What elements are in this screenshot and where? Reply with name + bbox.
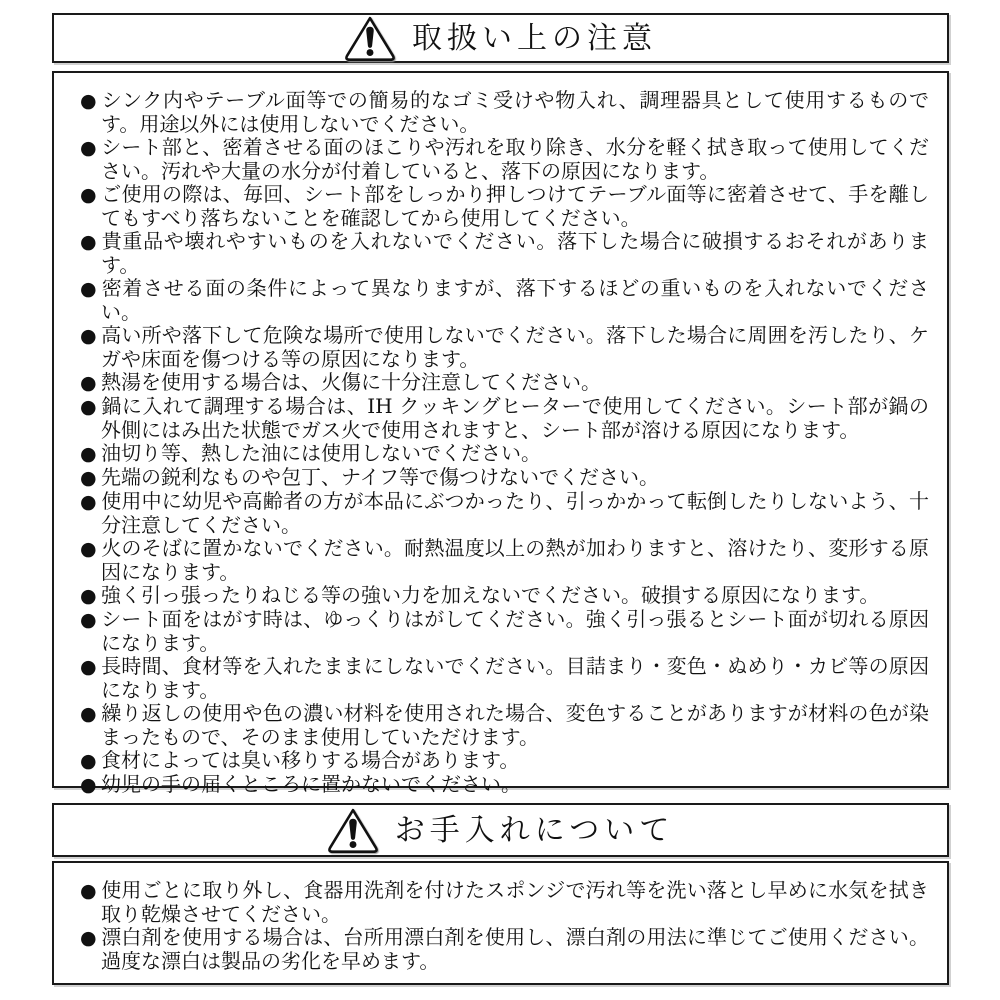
bullet-icon: ● [80,927,97,949]
list-item [80,277,929,324]
bullet-icon: ● [80,750,97,772]
bullet-icon: ● [80,656,97,678]
precaution-text: 使用中に幼児や高齢者の方が本品にぶつかったり、引っかかって転倒したりしないよう、十分注意してください。 [101,489,929,537]
bullet-icon: ● [80,137,97,159]
warning-triangle-icon [327,807,379,854]
list-item [80,537,929,584]
precaution-text: 長時間、食材等を入れたままにしないでください。目詰まり・変色・ぬめり・カビ等の原因になります。 [101,654,929,702]
precaution-text: 繰り返しの使用や色の濃い材料を使用された場合、変色することがありますが材料の色が染まったもので、そのまま使用していただけます。 [101,701,929,749]
bullet-icon: ● [80,491,97,513]
warning-triangle-icon [344,15,396,62]
precaution-text: シート部と、密着させる面のほこりや汚れを取り除き、水分を軽く拭き取って使用してください。汚れや大量の水分が付着していると、落下の原因になります。 [101,135,929,183]
list-item [80,608,929,655]
care-text: 漂白剤を使用する場合は、台所用漂白剤を使用し、漂白剤の用法に準じてご使用ください。過度な漂白は製品の劣化を早めます。 [101,925,929,973]
section-title-care: お手入れについて [394,813,675,848]
precaution-text: 高い所や落下して危険な場所で使用しないでください。落下した場合に周囲を汚したり、ケガや床面を傷つける等の原因になります。 [101,323,929,371]
care-text: 使用ごとに取り外し、食器用洗剤を付けたスポンジで汚れ等を洗い落とし早めに水気を拭き取り乾燥させてください。 [101,878,929,926]
section-header-care [52,803,949,857]
bullet-icon: ● [80,184,97,206]
precaution-text: 鍋に入れて調理する場合は、IH クッキングヒーターで使用してください。シート部が鍋の外側にはみ出た状態でガス火で使用されますと、シート部が溶ける原因になります。 [101,394,929,442]
list-item [80,183,929,230]
list-item [80,136,929,183]
precaution-text: 火のそばに置かないでください。耐熱温度以上の熱が加わりますと、溶けたり、変形する原因になります。 [101,536,929,584]
section-header-handling [52,13,949,63]
list-item [80,702,929,749]
bullet-icon: ● [80,278,97,300]
list-item [80,749,929,773]
precaution-text: 貴重品や壊れやすいものを入れないでください。落下した場合に破損するおそれがあります。 [101,229,929,277]
list-item [80,584,929,608]
precaution-text: 強く引っ張ったりねじる等の強い力を加えないでください。破損する原因になります。 [101,583,880,607]
bullet-icon: ● [80,231,97,253]
list-item [80,442,929,466]
list-item [80,466,929,490]
bullet-icon: ● [80,372,97,394]
bullet-icon: ● [80,538,97,560]
bullet-icon: ● [80,325,97,347]
precaution-text: シンク内やテーブル面等での簡易的なゴミ受けや物入れ、調理器具として使用するものです。用途以外には使用しないでください。 [101,88,929,136]
section-body-care [52,861,949,985]
precaution-text: 熱湯を使用する場合は、火傷に十分注意してください。 [101,370,601,394]
precaution-text: ご使用の際は、毎回、シート部をしっかり押しつけてテーブル面等に密着させて、手を離してもすべり落ちないことを確認してから使用してください。 [101,182,929,230]
bullet-icon: ● [80,703,97,725]
bullet-icon: ● [80,90,97,112]
precaution-text: 密着させる面の条件によって異なりますが、落下するほどの重いものを入れないでください。 [101,276,929,324]
bullet-icon: ● [80,880,97,902]
precaution-text: 食材によっては臭い移りする場合があります。 [101,748,520,772]
list-item [80,773,929,797]
list-item [80,371,929,395]
list-item [80,490,929,537]
bullet-icon: ● [80,774,97,796]
precaution-text: 先端の鋭利なものや包丁、ナイフ等で傷つけないでください。 [101,465,659,489]
bullet-icon: ● [80,585,97,607]
list-item [80,655,929,702]
list-item [80,395,929,442]
precaution-text: 幼児の手の届くところに置かないでください。 [101,772,521,796]
list-item [80,324,929,371]
precaution-list [80,89,929,797]
precaution-text: シート面をはがす時は、ゆっくりはがしてください。強く引っ張るとシート面が切れる原因になります。 [101,607,929,655]
list-item [80,879,929,926]
bullet-icon: ● [80,396,97,418]
list-item [80,230,929,277]
bullet-icon: ● [80,443,97,465]
list-item [80,89,929,136]
care-list [80,879,929,973]
section-body-handling [52,71,949,796]
precaution-text: 油切り等、熱した油には使用しないでください。 [101,441,541,465]
bullet-icon: ● [80,609,97,631]
bullet-icon: ● [80,467,97,489]
section-title-handling: 取扱い上の注意 [412,21,657,56]
list-item [80,926,929,973]
